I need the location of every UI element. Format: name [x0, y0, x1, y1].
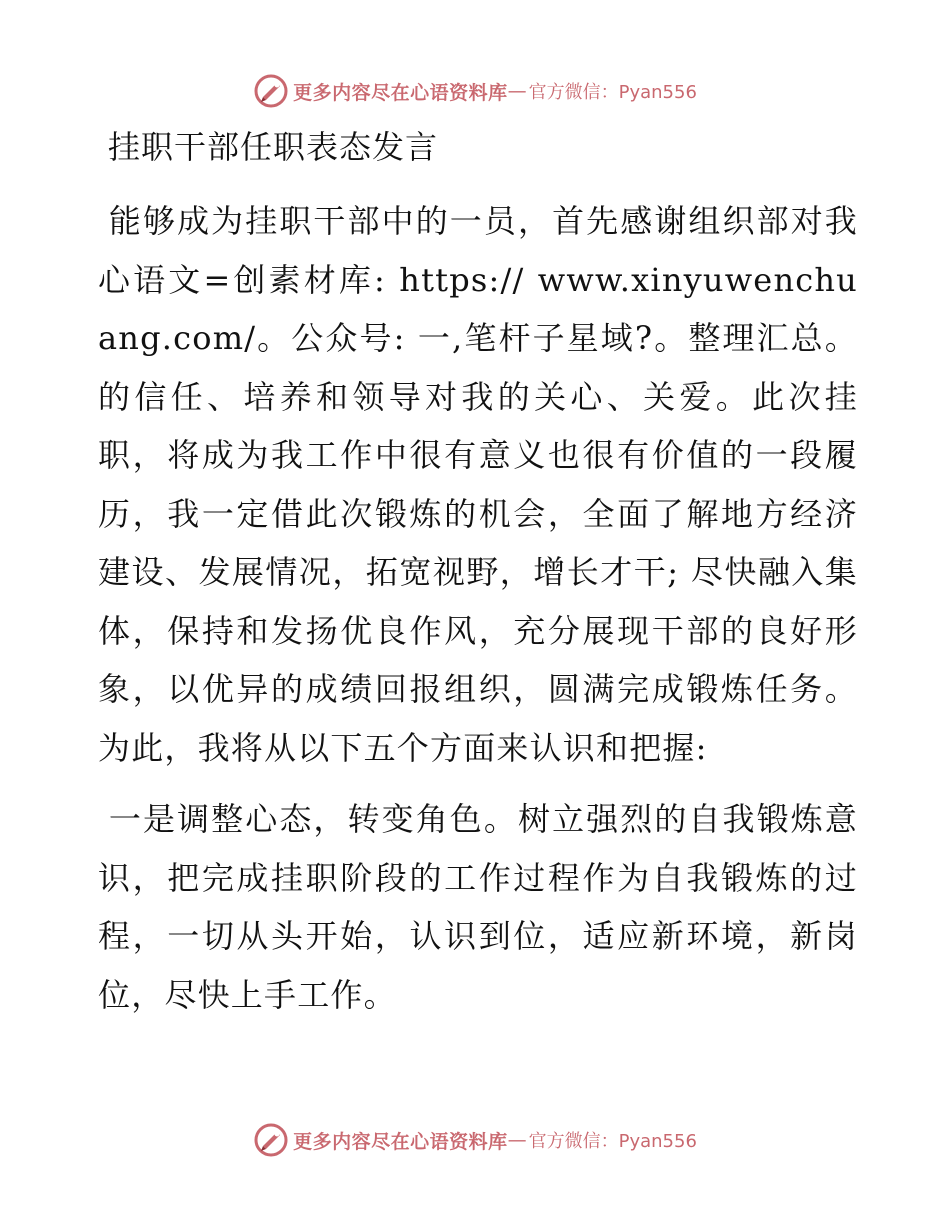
paragraph-intro — [98, 192, 858, 777]
banner-site-text: 更多内容尽在心语资料库 — [293, 1130, 508, 1153]
paragraph-intro-text: 能够成为挂职干部中的一员，首先感谢组织部对我心语文=创素材库: https:// www.xinyuwenchuang.com/。公众号: 一,笔杆子星域?。整理汇总。的信任、培养和领导对我的关心、关爱。此次挂职，将成为我工作中很有意义也很有价值的一段履历，我一定借此次锻炼的机会，全面了解地方经济建设、发展情况，拓宽视野，增长才干; 尽快融入集体，保持和发扬优良作风，充分展现干部的良好形象，以优异的成绩回报组织，圆满完成锻炼任务。为此，我将从以下五个方面来认识和把握: — [98, 202, 858, 767]
banner-separator: — — [507, 1129, 527, 1151]
header-banner — [0, 69, 950, 113]
banner-wechat-text: 官方微信：Pyan556 — [528, 1131, 697, 1152]
banner-wechat-text: 官方微信：Pyan556 — [528, 82, 697, 103]
footer-banner — [0, 1118, 950, 1162]
paragraph-point-one-text: 一是调整心态，转变角色。树立强烈的自我锻炼意识，把完成挂职阶段的工作过程作为自我锻炼的过程，一切从头开始，认识到位，适应新环境，新岗位，尽快上手工作。 — [98, 800, 858, 1014]
paragraph-point-one — [98, 790, 858, 1024]
document-body — [98, 115, 858, 1024]
banner-separator: — — [507, 80, 527, 102]
banner-site-text: 更多内容尽在心语资料库 — [293, 81, 508, 104]
document-title: 挂职干部任职表态发言 — [108, 128, 439, 166]
brand-logo-icon — [253, 1122, 289, 1158]
brand-logo-icon — [253, 73, 289, 109]
